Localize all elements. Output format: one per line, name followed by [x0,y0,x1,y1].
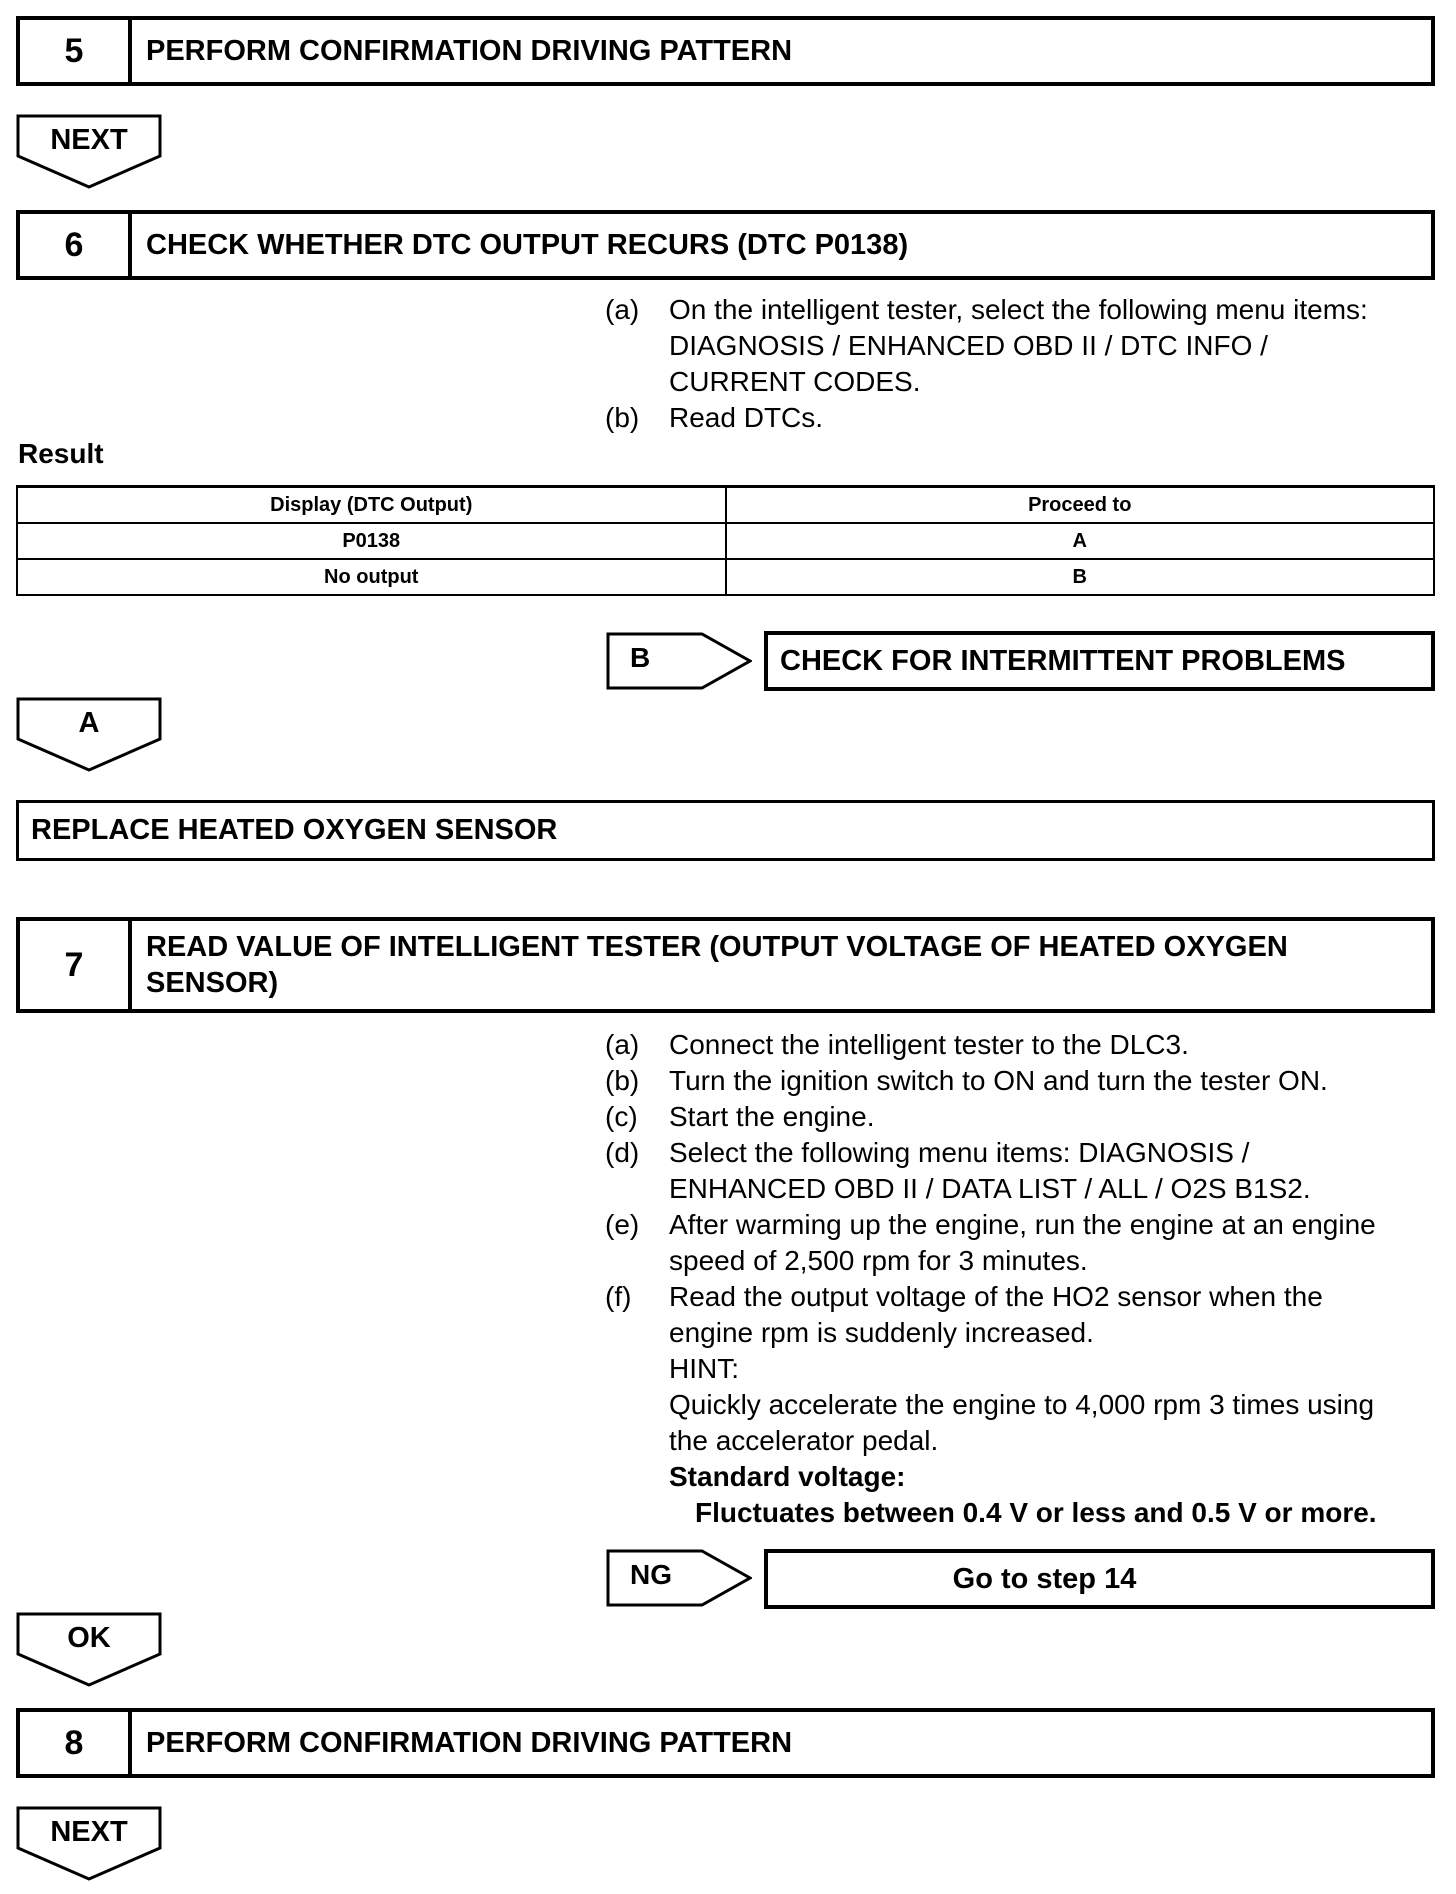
hint-label: HINT: [669,1353,739,1384]
instruction-item: (a) Connect the intelligent tester to the DLC3. [605,1029,1189,1060]
step-8-header [16,1708,1435,1778]
result-label: Result [18,438,104,469]
instruction-item: (b) Read DTCs. [605,402,824,433]
arrow-label: OK [67,1622,111,1654]
instruction-item: (c) Start the engine. [605,1101,875,1132]
step-6-header [16,210,1435,280]
step-5-header [16,16,1435,86]
right-arrow-icon [606,632,752,690]
step-number: 8 [20,1712,132,1774]
intermittent-problems-box[interactable]: CHECK FOR INTERMITTENT PROBLEMS [764,631,1435,691]
standard-voltage-label: Standard voltage: [669,1461,906,1492]
replace-sensor-box[interactable]: REPLACE HEATED OXYGEN SENSOR [16,800,1435,861]
next-arrow[interactable] [16,1806,162,1882]
step-number: 7 [20,921,132,1009]
go-to-step-14-box[interactable]: Go to step 14 [764,1549,1435,1609]
branch-b-arrow[interactable] [606,632,752,690]
step-7-instructions [605,1027,1435,1531]
step-6-instructions [605,292,1435,436]
branch-a-arrow[interactable] [16,697,162,773]
instruction-item: (b) Turn the ignition switch to ON and turn the tester ON. [605,1065,1328,1096]
arrow-label: NEXT [50,124,128,156]
arrow-label: A [78,707,100,739]
step-number: 6 [20,214,132,276]
instruction-item: (d) Select the following menu items: DIAGNOSIS / ENHANCED OBD II / DATA LIST / ALL / O2S B1S2. [605,1137,1311,1204]
right-arrow-icon [606,1549,752,1607]
standard-voltage-value: Fluctuates between 0.4 V or less and 0.5 V or more. [695,1497,1377,1528]
instruction-item: (e) After warming up the engine, run the engine at an engine speed of 2,500 rpm for 3 minutes. [605,1209,1376,1276]
instruction-item: (f) Read the output voltage of the HO2 sensor when the engine rpm is suddenly increased. HINT: Quickly accelerate the engine to 4,000 rpm 3 times using the accelerator pedal. Standard voltage: Fluctuates between 0.4 V or less and 0.5 V or more. [605,1279,1435,1531]
hint-text: the accelerator pedal. [669,1425,939,1456]
branch-ok-arrow[interactable] [16,1612,162,1688]
branch-ng-arrow[interactable] [606,1549,752,1607]
step-title: PERFORM CONFIRMATION DRIVING PATTERN [146,1727,793,1759]
column-header: Display (DTC Output) [17,487,726,524]
step-number: 5 [20,20,132,82]
next-arrow[interactable] [16,114,162,190]
step-title: CHECK WHETHER DTC OUTPUT RECURS (DTC P0138) [146,229,909,261]
result-table [16,485,1435,596]
table-header-row [17,487,1434,524]
arrow-label: B [630,642,651,673]
column-header: Proceed to [726,487,1435,524]
table-row: P0138 A [17,523,1434,559]
hint-text: Quickly accelerate the engine to 4,000 rpm 3 times using [669,1389,1375,1420]
step-7-header [16,917,1435,1013]
arrow-label: NG [630,1559,672,1590]
step-title: PERFORM CONFIRMATION DRIVING PATTERN [146,35,793,67]
arrow-label: NEXT [50,1816,128,1848]
step-title: READ VALUE OF INTELLIGENT TESTER (OUTPUT VOLTAGE OF HEATED OXYGEN SENSOR) [146,931,1288,999]
table-row: No output B [17,559,1434,595]
instruction-item: (a) On the intelligent tester, select the following menu items: DIAGNOSIS / ENHANCED OBD II / DTC INFO / CURRENT CODES. [605,294,1368,397]
